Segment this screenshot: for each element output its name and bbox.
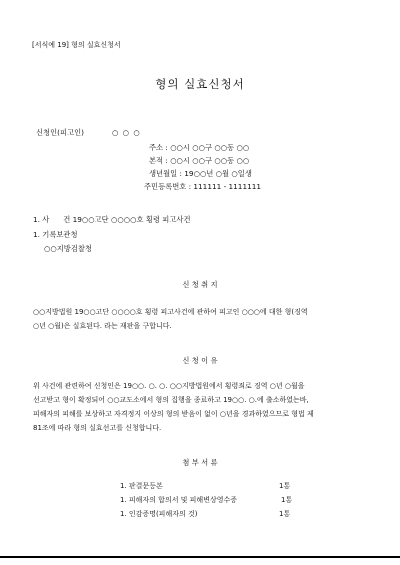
purpose-heading: 신 청 취 지 xyxy=(182,280,218,289)
document-title: 형의 실효신청서 xyxy=(155,77,245,91)
applicant-birthdate: 생년월일 : 19○○년 ○월 ○일생 xyxy=(149,169,252,178)
applicant-resident-number: 주민등록번호 : 111111 - 1111111 xyxy=(144,182,262,191)
bottom-rule xyxy=(0,556,400,558)
reason-heading: 신 청 이 유 xyxy=(182,356,218,365)
attachment-item-count: 1통 xyxy=(279,510,291,518)
reason-line: 위 사건에 관련하여 신청인은 19○○. ○. ○. ○○지방법원에서 횡령죄로 징역 ○년 ○월을 xyxy=(33,382,305,390)
reason-line: 피해자의 피해를 보상하고 자격정지 이상의 형의 받음이 없이 ○년을 경과하였으므로 형법 제 xyxy=(33,410,314,418)
purpose-text-line1: ○○지방법원 19○○고단 ○○○○호 횡령 피고사건에 관하여 피고인 ○○○에 대한 형(징역 xyxy=(33,308,308,316)
applicant-name: ○ ○ ○ xyxy=(112,128,141,137)
case-line: 1. 사 건 19○○고단 ○○○○호 횡령 피고사건 xyxy=(33,215,191,224)
attachment-item-count: 1통 xyxy=(279,482,291,490)
applicant-label: 신청인(피고인) xyxy=(36,128,84,137)
applicant-domicile: 본적 : ○○시 ○○구 ○○동 ○○ xyxy=(149,156,250,165)
attachment-item-label: 1. 피해자의 합의서 및 피해변상영수증 xyxy=(120,496,238,504)
record-office-label: 1. 기록보관청 xyxy=(33,230,78,239)
record-office-value: ○○지방검찰청 xyxy=(44,244,92,253)
attachment-item-count: 1통 xyxy=(281,496,293,504)
purpose-text-line2: ○년 ○월)은 실효된다. 라는 재판을 구합니다. xyxy=(33,322,172,330)
reason-line: 선고받고 형이 확정되어 ○○교도소에서 형의 집행을 종료하고 19○○. ○.에 출소하였는바, xyxy=(33,396,309,404)
attachments-heading: 첨 부 서 류 xyxy=(182,458,218,467)
reason-line: 81조에 따라 형의 실효선고를 신청합니다. xyxy=(33,424,162,432)
form-header: [서식예 19] 형의 실효신청서 xyxy=(32,41,121,49)
attachment-item-label: 1. 판결문등본 xyxy=(120,482,163,490)
applicant-address: 주소 : ○○시 ○○구 ○○동 ○○ xyxy=(149,143,250,152)
attachment-item-label: 1. 인감증명(피해자의 것) xyxy=(120,510,198,518)
